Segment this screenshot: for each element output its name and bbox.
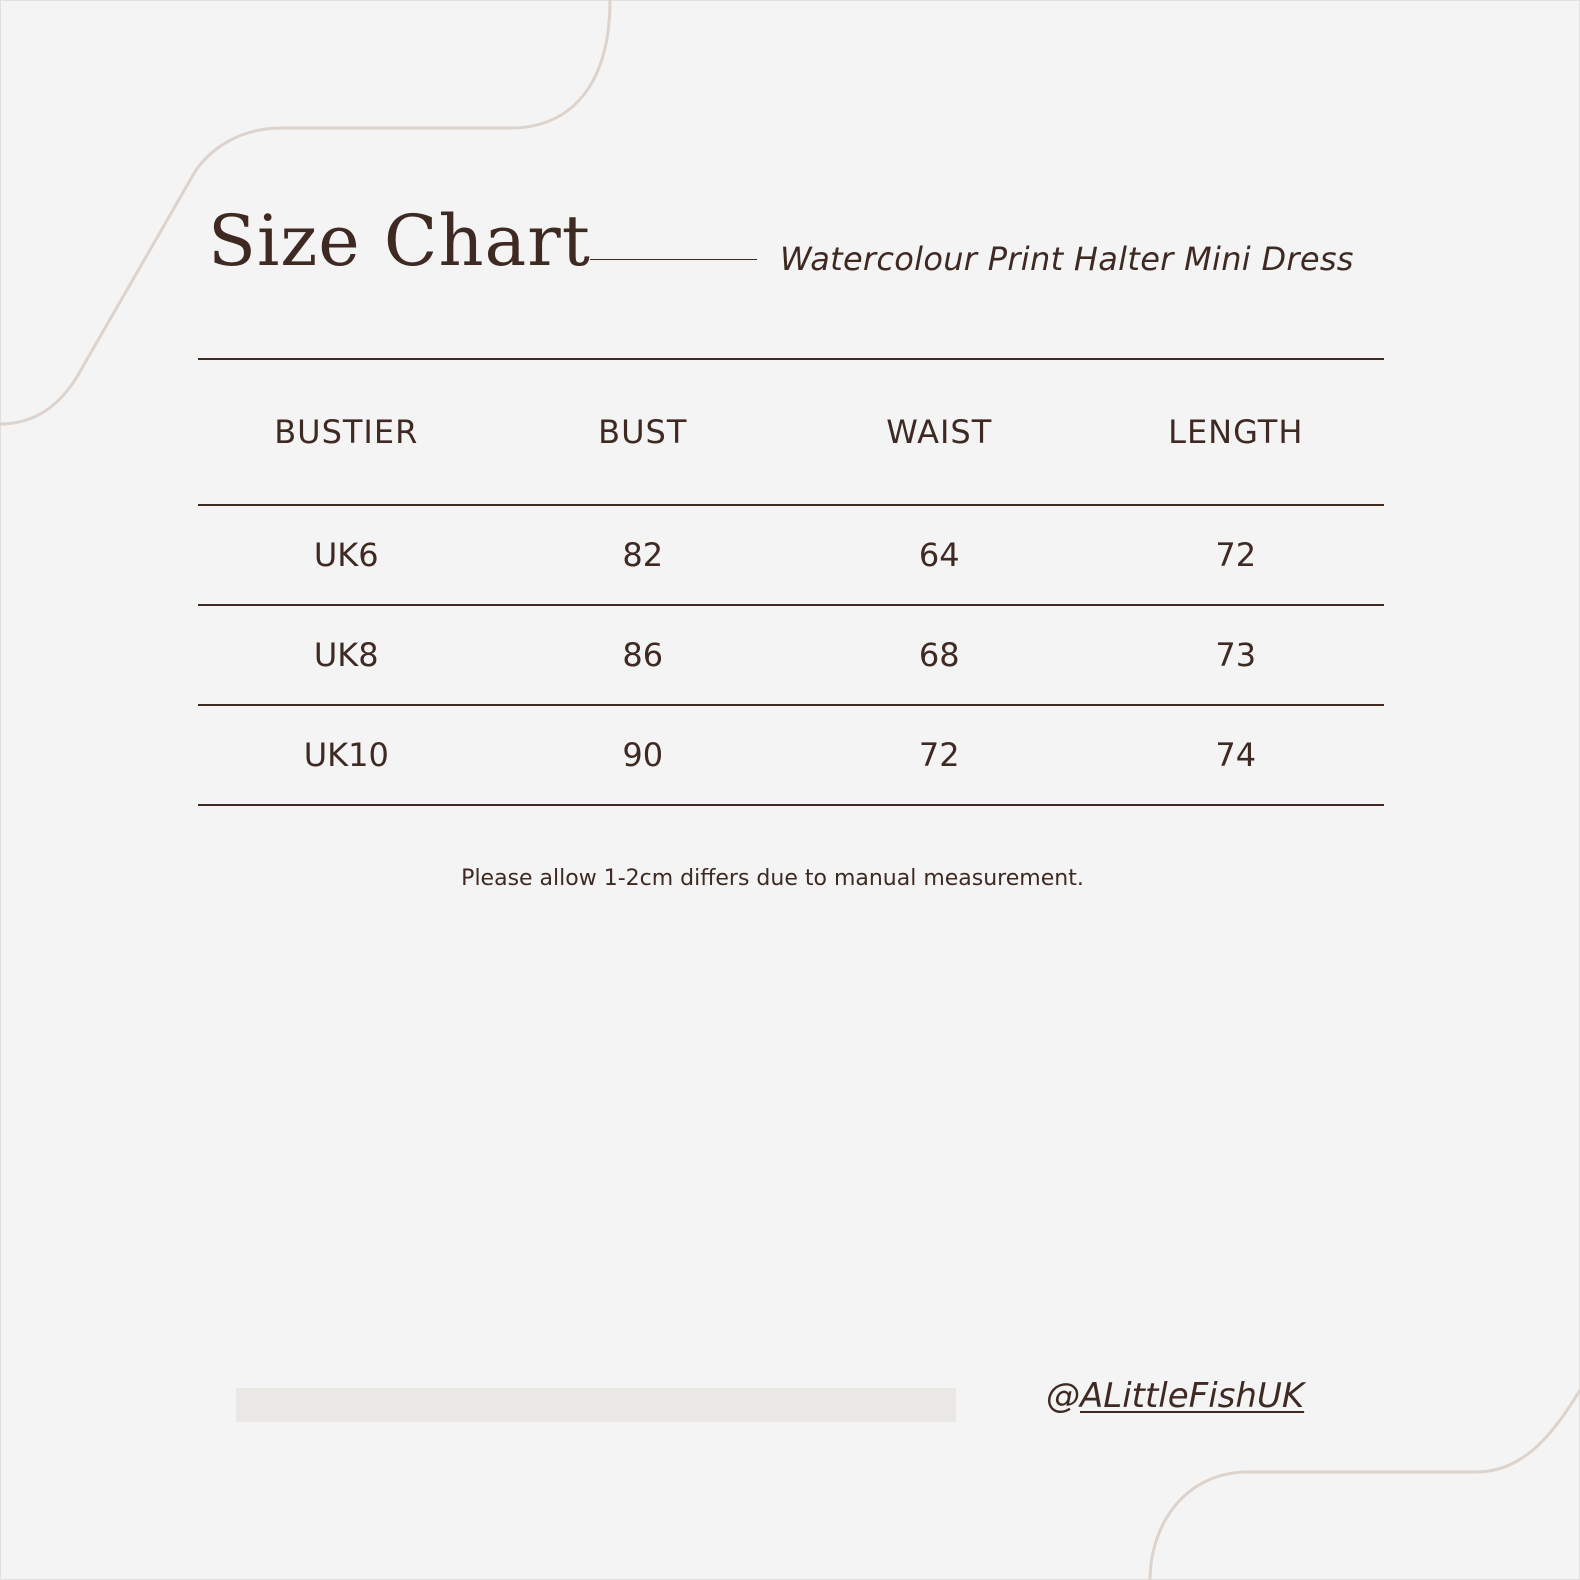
- title-divider: [590, 259, 757, 260]
- column-header-length: LENGTH: [1168, 413, 1304, 451]
- social-handle-link[interactable]: [1046, 1376, 1304, 1417]
- measurement-note: Please allow 1-2cm differs due to manual measurement.: [461, 866, 1084, 891]
- table-row: [198, 605, 1384, 705]
- product-name: Watercolour Print Halter Mini Dress: [780, 240, 1354, 278]
- table-header-row: [198, 359, 1384, 505]
- table-cell-size: UK6: [313, 536, 379, 574]
- table-cell-size: UK8: [313, 636, 379, 674]
- table-cell-length: 73: [1215, 636, 1257, 674]
- table-cell-bust: 90: [622, 736, 664, 774]
- footer-bar: [236, 1388, 956, 1422]
- column-header-bust: BUST: [598, 413, 688, 451]
- bottom-right-curve: [1150, 1390, 1580, 1580]
- table-cell-size: UK10: [303, 736, 389, 774]
- table-cell-waist: 64: [918, 536, 960, 574]
- table-row: [198, 705, 1384, 805]
- table-row: [198, 505, 1384, 605]
- size-table: [198, 358, 1384, 806]
- handle-prefix: @: [1046, 1376, 1080, 1416]
- table-cell-waist: 68: [918, 636, 960, 674]
- table-cell-length: 74: [1215, 736, 1257, 774]
- page-title: Size Chart: [208, 200, 591, 282]
- handle-name: ALittleFishUK: [1080, 1376, 1305, 1416]
- table-cell-bust: 82: [622, 536, 664, 574]
- table-cell-length: 72: [1215, 536, 1257, 574]
- table-cell-waist: 72: [918, 736, 960, 774]
- table-cell-bust: 86: [622, 636, 664, 674]
- column-header-bustier: BUSTIER: [274, 413, 419, 451]
- column-header-waist: WAIST: [886, 413, 993, 451]
